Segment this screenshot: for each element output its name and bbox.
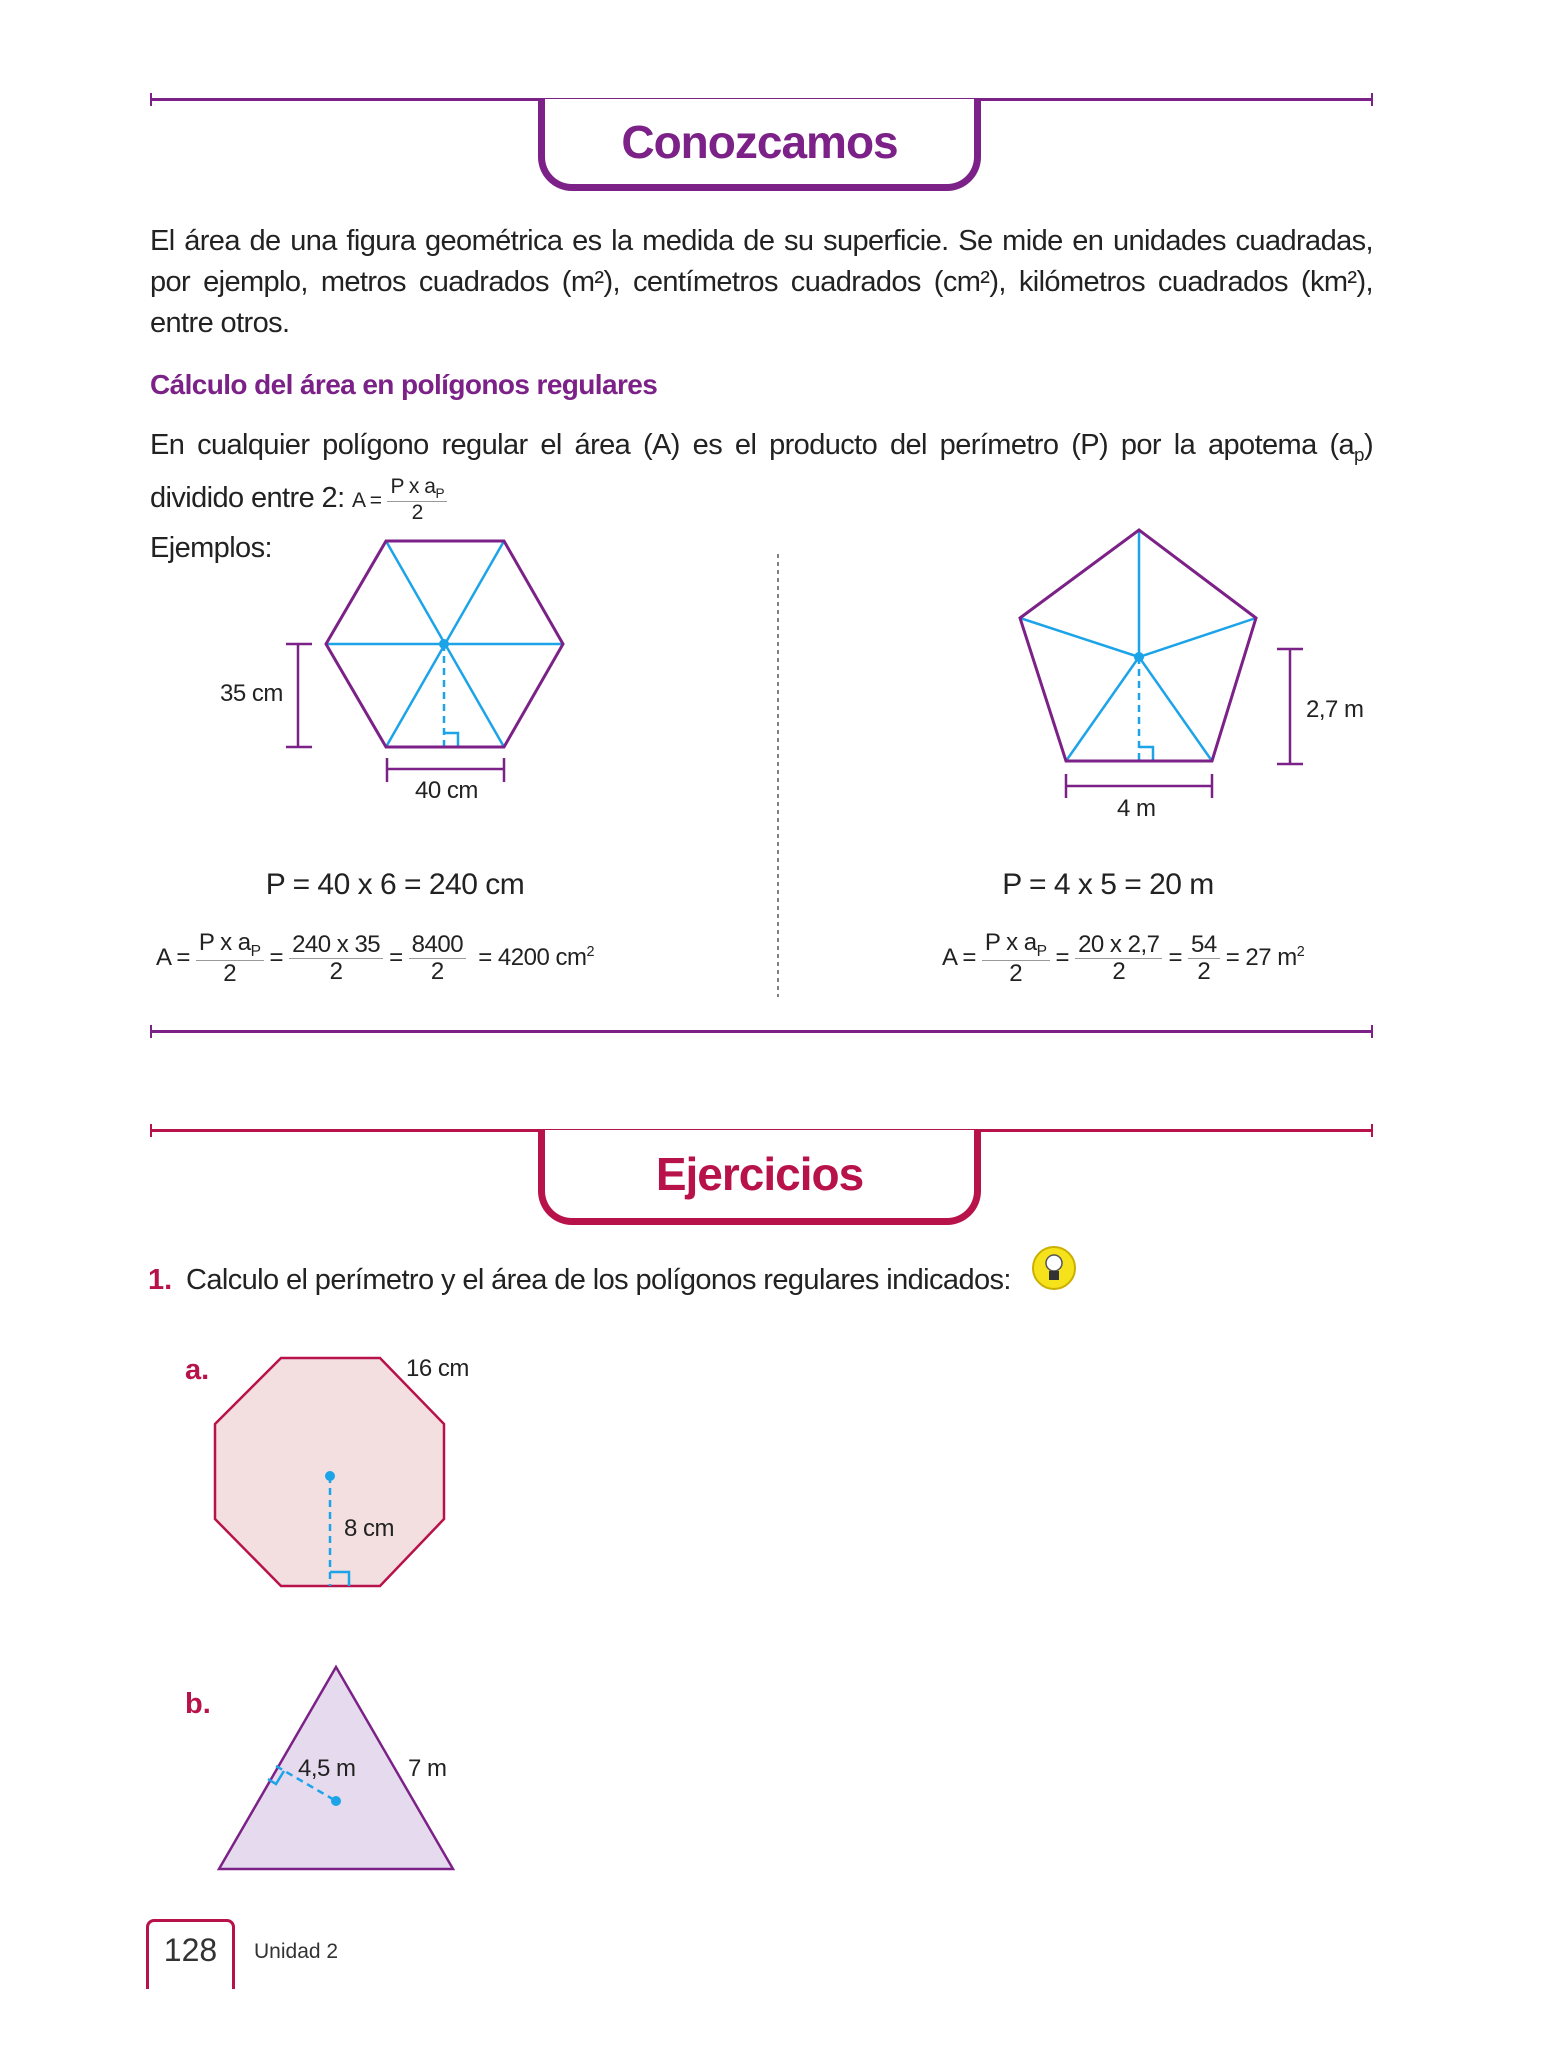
exercise-number: 1. (148, 1264, 173, 1296)
exercise-instruction: Calculo el perímetro y el área de los polígonos regulares indicados: (186, 1264, 1011, 1296)
rule-text-2: ) dividido entre 2: (150, 429, 1373, 514)
hexagon-apothem-label: 35 cm (220, 680, 283, 707)
formula-den: 2 (411, 501, 423, 525)
rule-sub: p (1354, 443, 1364, 465)
octagon-apothem-label: 8 cm (344, 1515, 395, 1542)
result: = 4200 $cm^2$ (478, 944, 594, 972)
unit-label: Unidad 2 (254, 1940, 339, 1963)
num: P x a (198, 929, 251, 956)
pentagon-side-label: 4 m (1117, 795, 1156, 822)
section-title: Conozcamos (621, 115, 898, 168)
lhs: A = (156, 944, 190, 972)
rule-text: En cualquier polígono regular el área (A) es el producto del perímetro (P) por la apotema (a (150, 429, 1355, 461)
num-sub: P (250, 942, 261, 960)
intro-paragraph: El área de una figura geométrica es la medida de su superficie. Se mide en unidades cuadradas, por ejemplo, metros cuadrados (m²), centímetros cuadrados (cm²), kilómetros cuadrados (km²), entre otros. (150, 225, 1373, 339)
triangle-apothem-label: 4,5 m (298, 1755, 356, 1782)
formula-lhs: A = (352, 488, 382, 512)
section-title: Ejercicios (655, 1148, 864, 1200)
page-number: 128 (163, 1932, 218, 1968)
figure-letter-a: a. (185, 1354, 210, 1386)
fraction (196, 930, 264, 986)
octagon-figure (215, 1358, 444, 1586)
hexagon-area-formula (156, 930, 594, 986)
examples-label: Ejemplos: (150, 532, 272, 564)
den: 2 (223, 960, 237, 988)
fraction: $\frac{20 x 2,7}{2}$ (1075, 932, 1162, 983)
den: 2 (1197, 957, 1211, 985)
equals: = (1168, 944, 1182, 972)
pentagon-area-formula (942, 930, 1304, 986)
num-sub: P (1036, 942, 1047, 960)
subheading: Cálculo del área en polígonos regulares (150, 369, 658, 400)
octagon-side-label: 16 cm (406, 1355, 469, 1382)
hexagon-perimeter: P = 40 x 6 = 240 cm (265, 868, 525, 901)
lhs: A = (942, 944, 976, 972)
page-number-box (146, 1919, 235, 1989)
den: 2 (1112, 957, 1126, 985)
result: = 27 $m^2$ (1225, 944, 1305, 972)
equals: = (1055, 944, 1070, 972)
fraction: $\frac{54}{2}$ (1188, 932, 1220, 983)
equals: = (269, 944, 284, 972)
fraction: $\frac{240 x 35}{2}$ (289, 932, 383, 983)
hexagon-side-label: 40 cm (415, 777, 478, 804)
den: 2 (1009, 960, 1023, 988)
fraction: $\frac{8400}{2}$ (409, 932, 466, 983)
figure-letter-b: b. (185, 1688, 211, 1720)
den: 2 (430, 957, 444, 985)
pentagon-figure (1020, 530, 1303, 798)
num: P x a (984, 929, 1037, 956)
lightbulb-icon (1033, 1247, 1075, 1289)
fraction (982, 930, 1050, 986)
triangle-side-label: 7 m (408, 1755, 447, 1782)
formula-num: P x a (390, 474, 436, 498)
hexagon-figure (286, 541, 563, 782)
section-divider-bottom (150, 1030, 1373, 1033)
equals: = (389, 944, 403, 972)
pentagon-perimeter: P = 4 x 5 = 20 m (1002, 868, 1214, 901)
section-tab-ejercicios (538, 1130, 981, 1225)
pentagon-apothem-label: 2,7 m (1306, 696, 1364, 723)
den: 2 (329, 957, 343, 985)
formula-num-sub: P (435, 485, 445, 501)
